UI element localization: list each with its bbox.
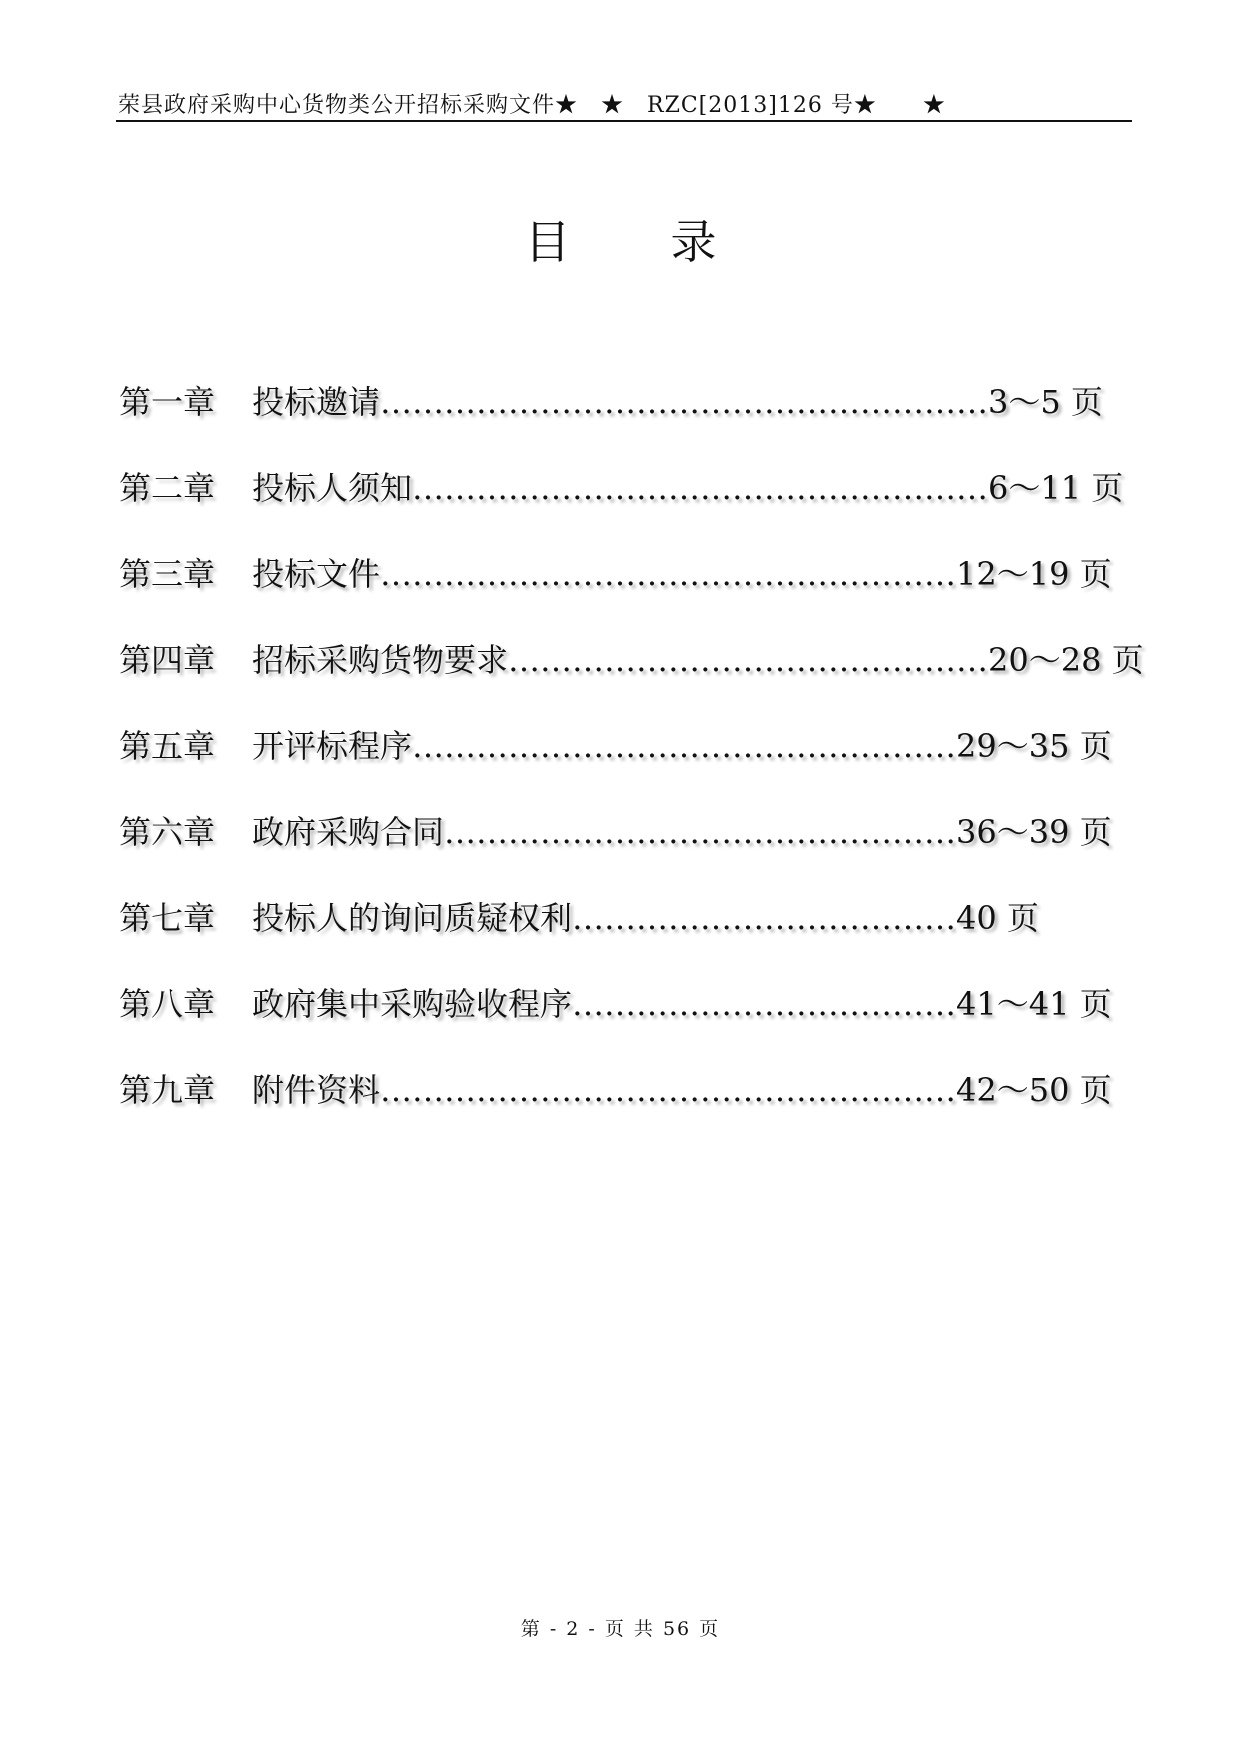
toc-row[interactable]: [119, 380, 1119, 466]
toc-chapter: 第四章: [119, 641, 216, 679]
toc-row[interactable]: [119, 1068, 1119, 1154]
title-char-2: 录: [670, 215, 717, 269]
toc-entry: 投标人须知………………………………………………6～11 页: [252, 469, 1124, 507]
toc-row[interactable]: [119, 724, 1119, 810]
toc-row[interactable]: [119, 466, 1124, 552]
toc-entry: 投标文件………………………………………………12～19 页: [252, 555, 1112, 593]
toc-entry: 政府采购合同…………………………………………36～39 页: [252, 813, 1112, 851]
toc-entry: 附件资料………………………………………………42～50 页: [252, 1071, 1112, 1109]
toc-row[interactable]: [119, 552, 1119, 638]
toc-entry: 投标人的询问质疑权利………………………………40 页: [252, 899, 1039, 937]
toc-chapter: 第七章: [119, 899, 216, 937]
toc-entry: 开评标程序……………………………………………29～35 页: [252, 727, 1112, 765]
toc-chapter: 第一章: [119, 383, 216, 421]
header-text: 荣县政府采购中心货物类公开招标采购文件★ ★ RZC[2013]126 号★ ★: [118, 93, 946, 118]
page-header: [116, 86, 1132, 122]
toc-chapter: 第九章: [119, 1071, 216, 1109]
toc-chapter: 第八章: [119, 985, 216, 1023]
toc-chapter: 第二章: [119, 469, 216, 507]
toc-row[interactable]: [119, 982, 1119, 1068]
toc-chapter: 第六章: [119, 813, 216, 851]
toc-entry: 投标邀请…………………………………………………3～5 页: [252, 383, 1103, 421]
toc-chapter: 第五章: [119, 727, 216, 765]
table-of-contents: [119, 380, 1144, 1154]
toc-chapter: 第三章: [119, 555, 216, 593]
toc-row[interactable]: [119, 810, 1119, 896]
page-title: [0, 206, 1241, 272]
toc-row[interactable]: [119, 638, 1144, 724]
toc-entry: 招标采购货物要求………………………………………20～28 页: [252, 641, 1144, 679]
toc-row[interactable]: [119, 896, 1119, 982]
page-footer: 第 - 2 - 页 共 56 页: [520, 1618, 721, 1640]
toc-entry: 政府集中采购验收程序………………………………41～41 页: [252, 985, 1112, 1023]
title-char-1: 目: [524, 215, 571, 269]
